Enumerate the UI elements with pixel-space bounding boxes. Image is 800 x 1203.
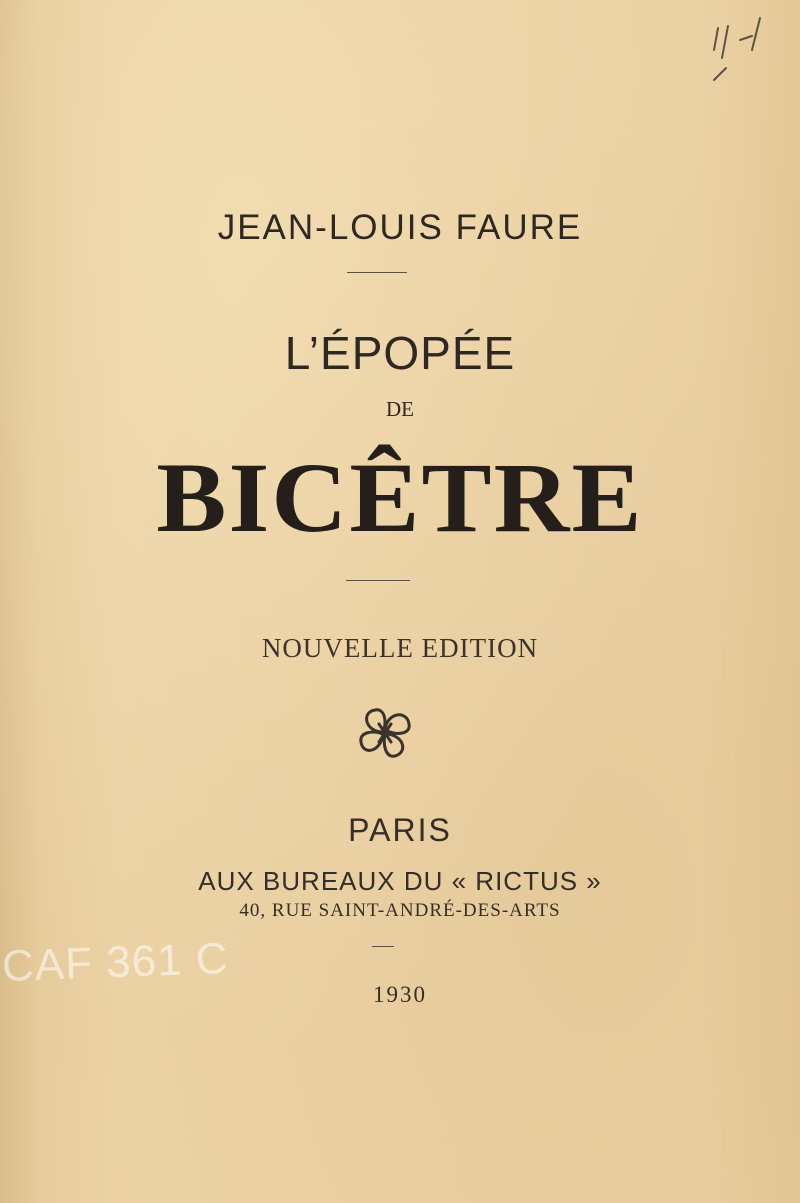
divider-rule: [347, 272, 407, 273]
author-name: JEAN-LOUIS FAURE: [217, 208, 583, 247]
publication-year: 1930: [373, 982, 427, 1007]
pencil-mark-icon: [700, 10, 790, 100]
title-connector: DE: [386, 397, 414, 421]
publication-city: PARIS: [348, 812, 452, 848]
publisher-address: 40, RUE SAINT-ANDRÉ-DES-ARTS: [239, 900, 561, 921]
shelfmark-stamp: CAF 361 C: [1, 934, 230, 991]
title-line-1: L’ÉPOPÉE: [284, 327, 516, 379]
divider-rule: [346, 580, 410, 581]
publisher-name: AUX BUREAUX DU « RICTUS »: [198, 866, 602, 896]
edition-label: NOUVELLE EDITION: [261, 633, 539, 663]
title-line-2: BICÊTRE: [156, 442, 644, 553]
clover-ornament-icon: [355, 702, 415, 764]
divider-rule: [372, 946, 394, 947]
